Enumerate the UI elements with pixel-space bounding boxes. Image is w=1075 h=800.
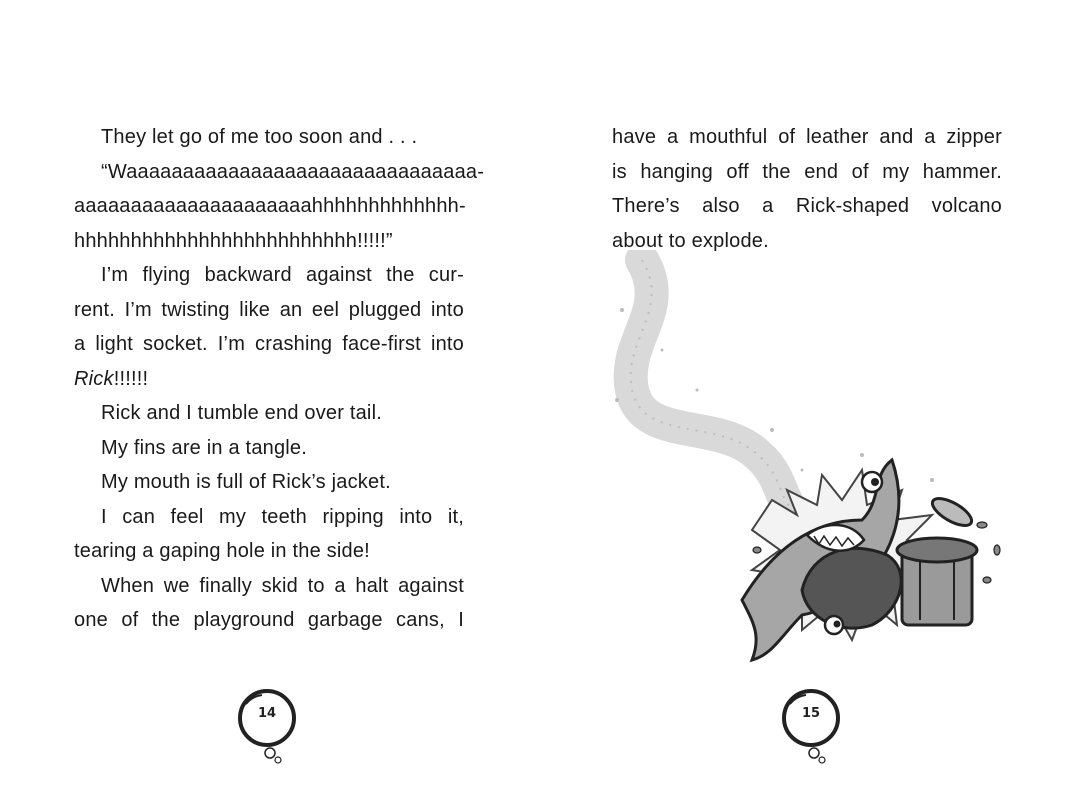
exclamation-marks: !!!!!! <box>113 367 149 390</box>
text-line <box>74 362 464 397</box>
text-line: aaaaaaaaaaaaaaaaaaaaahhhhhhhhhhhhh- <box>74 195 466 217</box>
text-line: Rick and I tumble end over tail. <box>101 402 382 424</box>
text-line: I’m flying backward against the cur- <box>101 264 464 286</box>
left-page <box>0 0 537 800</box>
bubble-icon <box>232 686 302 766</box>
text-line: about to explode. <box>612 229 769 252</box>
page-number-badge <box>776 686 846 766</box>
right-page <box>538 0 1075 800</box>
rick-italic-word: Rick <box>74 367 114 390</box>
left-page-text <box>74 120 485 638</box>
bubble-icon <box>776 686 846 766</box>
text-line: hhhhhhhhhhhhhhhhhhhhhhhhh!!!!!” <box>74 229 393 252</box>
right-page-text <box>612 120 1002 258</box>
text-line: tearing a gaping hole in the side! <box>74 540 370 562</box>
page-number: 15 <box>801 706 821 721</box>
text-line: a light socket. I’m crashing face-first into <box>74 333 464 355</box>
text-line: have a mouthful of leather and a zipper <box>612 126 1002 148</box>
text-line: They let go of me too soon and . . . <box>101 126 418 148</box>
text-line: I can feel my teeth ripping into it, <box>101 505 464 528</box>
text-line: There’s also a Rick-shaped volcano <box>612 195 1002 217</box>
page-number-badge <box>232 686 302 766</box>
text-line: is hanging off the end of my hammer. <box>612 160 1002 183</box>
text-line: My mouth is full of Rick’s jacket. <box>101 471 391 493</box>
page-number: 14 <box>257 706 277 721</box>
text-line: My fins are in a tangle. <box>101 436 308 459</box>
shark-illustration-icon <box>602 250 1042 670</box>
text-line: “Waaaaaaaaaaaaaaaaaaaaaaaaaaaaaaa- <box>101 160 485 183</box>
shark-tumble-illustration <box>602 250 1042 670</box>
text-line: rent. I’m twisting like an eel plugged into <box>74 298 464 321</box>
text-line: one of the playground garbage cans, I <box>74 609 464 631</box>
text-line: When we finally skid to a halt against <box>101 574 464 597</box>
